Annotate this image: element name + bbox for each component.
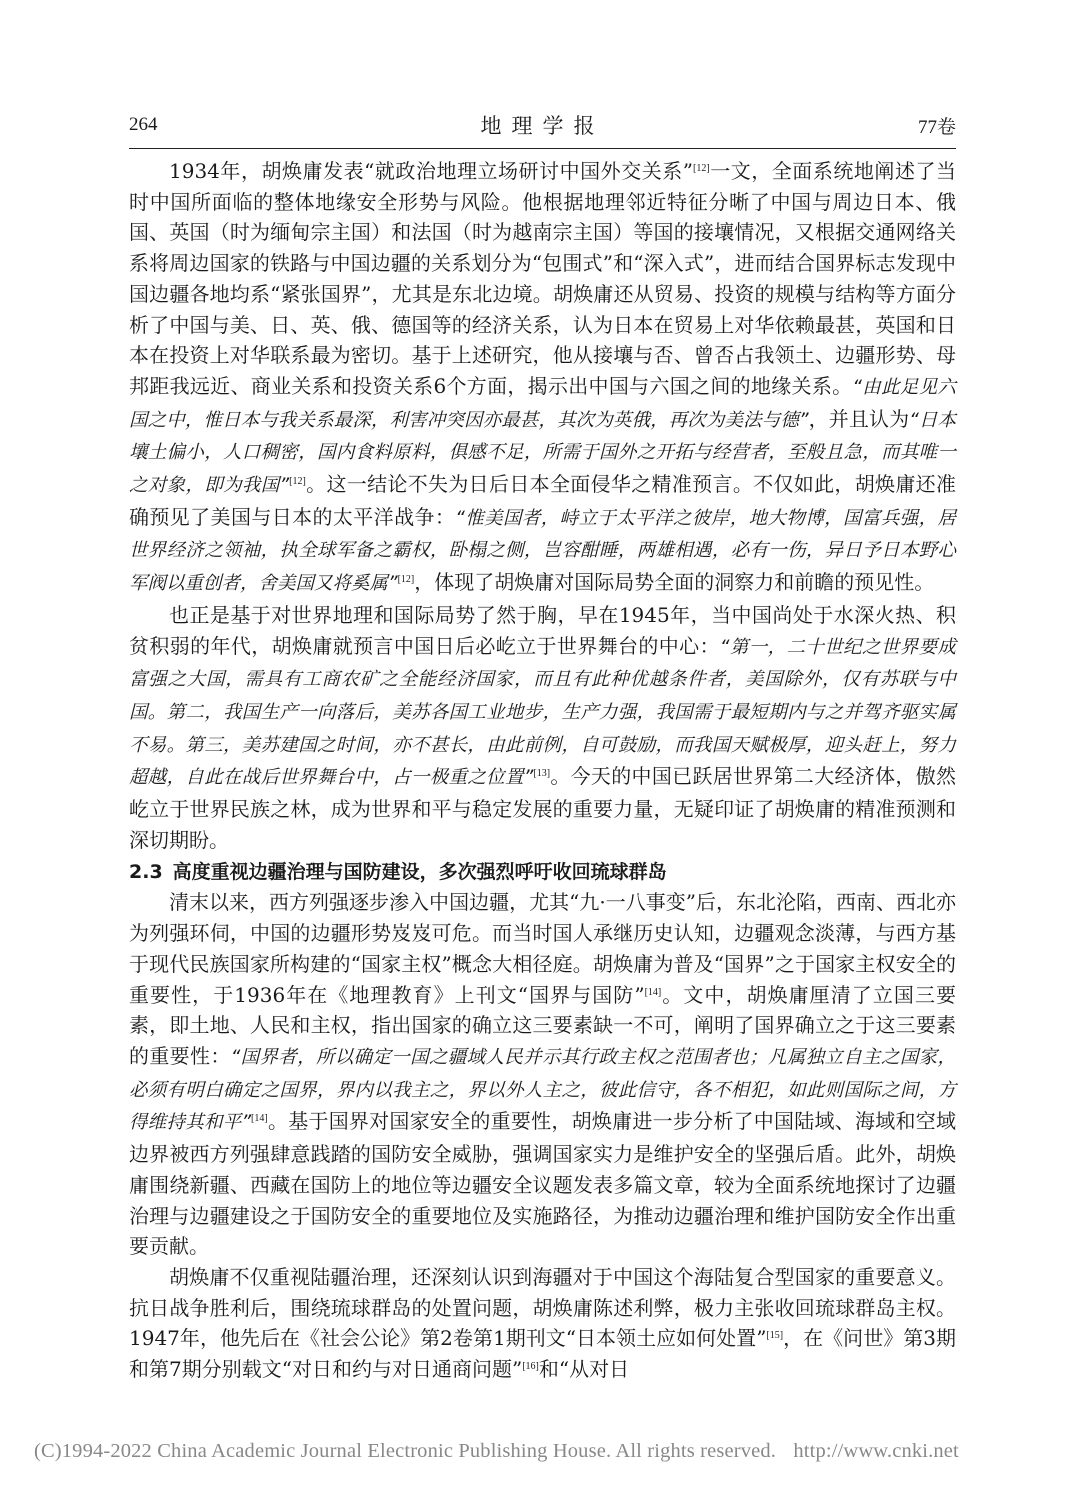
section-title: 高度重视边疆治理与国防建设，多次强烈呼吁收回琉球群岛 (172, 861, 667, 884)
quotation: “惟美国者，峙立于太平洋之彼岸，地大物博，国富兵强，居世界经济之领袖，执全球军备之霸权，卧榻之侧，岂容酣睡，两雄相遇，必有一伤，异日予日本野心军阀以重创者，舍美国又将奚属” (129, 507, 956, 595)
cnki-url: http://www.cnki.net (793, 1440, 959, 1462)
citation: [14] (644, 986, 662, 998)
text: 。文中，胡焕庸厘清了立国三要素，即土地、人民和主权，指出国家的确立这三要素缺一不可，阐明了国界确立之于这三要素的重要性： (129, 982, 956, 1068)
quotation: “日本壤土偏小，人口稠密，国内食料原料，俱感不足，所需于国外之开拓与经营者，至般且急，而其唯一之对象，即为我国” (129, 409, 956, 497)
text: 1934年，胡焕庸发表“就政治地理立场研讨中国外交关系” (169, 159, 693, 183)
page-header (129, 106, 956, 146)
quotation: “第一，二十世纪之世界要成富强之大国，需具有工商农矿之全能经济国家，而且有此种优越条件者，美国除外，仅有苏联与中国。第二，我国生产一向落后，美苏各国工业地步，生产力强，我国需于最短期内与之并驾齐驱实属不易。第三，美苏建国之时间，亦不甚长，由此前例，自可鼓励，而我国天赋极厚，迎头赶上，努力超越，自此在战后世界舞台中，占一极重之位置” (129, 636, 957, 789)
text: 胡焕庸不仅重视陆疆治理，还深刻认识到海疆对于中国这个海陆复合型国家的重要意义。抗日战争胜利后，围绕琉球群岛的处置问题，胡焕庸陈述利弊，极力主张收回琉球群岛主权。1947年，他先后在《社会公论》第2卷第1期刊文“日本领土应如何处置” (129, 1264, 956, 1351)
copyright-footer (34, 1440, 1046, 1463)
citation: [12] (289, 476, 306, 488)
section-number: 2.3 (129, 861, 163, 884)
quotation: “国界者，所以确定一国之疆域人民并示其行政主权之范围者也；凡属独立自主之国家，必须有明白确定之国界，界内以我主之，界以外人主之，彼此信守，各不相犯，如此则国际之间，方得维持其和平” (129, 1046, 957, 1134)
citation: [12] (397, 574, 415, 586)
volume-label: 77卷 (917, 117, 956, 138)
text: ，并且认为 (808, 406, 910, 431)
text: 清末以来，西方列强逐步渗入中国边疆，尤其“九·一八事变”后，东北沦陷，西南、西北亦为列强环伺，中国的边疆形势岌岌可危。而当时国人承继历史认知，边疆观念淡薄，与西方基于现代民族国家所构建的“国家主权”概念大相径庭。胡焕庸为普及“国界”之于国家主权安全的重要性，于1936年在《地理教育》上刊文“国界与国防” (129, 890, 956, 1007)
text: 。今天的中国已跃居世界第二大经济体，傲然屹立于世界民族之林，成为世界和平与稳定发展的重要力量，无疑印证了胡焕庸的精准预测和深切期盼。 (129, 764, 956, 852)
journal-title: 地理学报 (480, 114, 605, 138)
paragraph-3 (129, 887, 956, 1261)
paragraph-1 (129, 156, 956, 600)
section-heading (129, 857, 956, 887)
article-body (129, 156, 956, 1385)
page-number: 264 (129, 114, 158, 135)
citation: [15] (766, 1330, 784, 1342)
text: ，在《问世》第3期和第7期分别载文“对日和约与对日通商问题” (129, 1326, 956, 1382)
paragraph-4 (129, 1262, 956, 1385)
text: 。这一结论不失为日后日本全面侵华之精准预言。不仅如此，胡焕庸还准确预见了美国与日本的太平洋战争： (129, 472, 956, 529)
text: ，体现了胡焕庸对国际局势全面的洞察力和前瞻的预见性。 (414, 570, 935, 595)
citation: [12] (693, 163, 710, 174)
text: 和“从对日 (538, 1357, 630, 1382)
citation: [14] (251, 1113, 268, 1125)
header-rule (129, 148, 956, 149)
text: 。基于国界对国家安全的重要性，胡焕庸进一步分析了中国陆域、海域和空域边界被西方列强肆意践踏的国防安全威胁，强调国家实力是维护安全的坚强后盾。此外，胡焕庸围绕新疆、西藏在国防上的地位等边疆安全议题发表多篇文章，较为全面系统地探讨了边疆治理与边疆建设之于国防安全的重要地位及实施路径，为推动边疆治理和维护国防安全作出重要贡献。 (129, 1109, 956, 1259)
citation: [16] (522, 1361, 539, 1373)
text: 一文，全面系统地阐述了当时中国所面临的整体地缘安全形势与风险。他根据地理邻近特征分晰了中国与周边日本、俄国、英国（时为缅甸宗主国）和法国（时为越南宗主国）等国的接壤情况，又根据交通网络关系将周边国家的铁路与中国边疆的关系划分为“包围式”和“深入式”，进而结合国界标志发现中国边疆各地均系“紧张国界”，尤其是东北边境。胡焕庸还从贸易、投资的规模与结构等方面分析了中国与美、日、英、俄、德国等的经济关系，认为日本在贸易上对华依赖最甚，英国和日本在投资上对华联系最为密切。基于上述研究，他从接壤与否、曾否占我领土、边疆形势、母邦距我远近、商业关系和投资关系6个方面，揭示出中国与六国之间的地缘关系。 (129, 159, 956, 398)
paragraph-2 (129, 600, 956, 856)
copyright-text: (C)1994-2022 China Academic Journal Electronic Publishing House. All rights reserved. (34, 1440, 777, 1462)
text: 也正是基于对世界地理和国际局势了然于胸，早在1945年，当中国尚处于水深火热、积贫积弱的年代，胡焕庸就预言中国日后必屹立于世界舞台的中心： (129, 602, 956, 658)
quotation: “由此足见六国之中，惟日本与我关系最深，利害冲突因亦最甚，其次为英俄，再次为美法与德” (129, 376, 956, 431)
citation: [13] (533, 768, 551, 780)
